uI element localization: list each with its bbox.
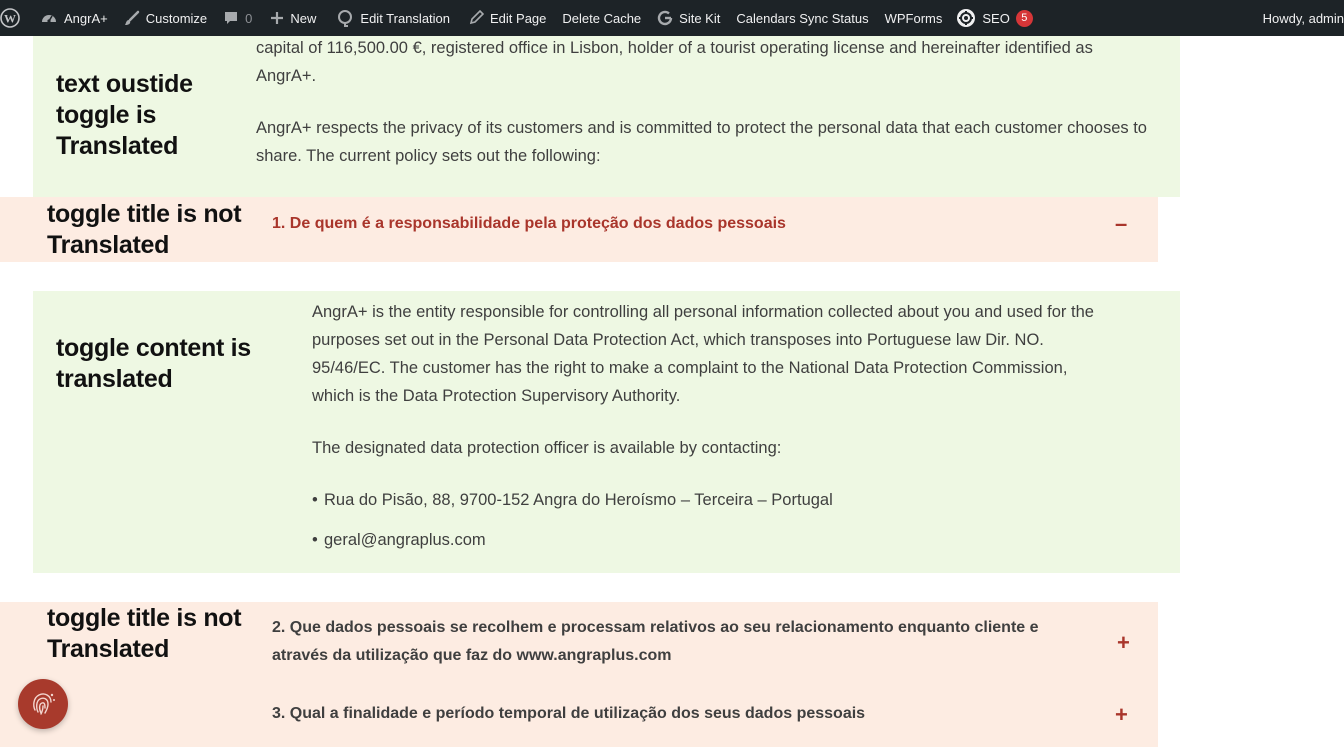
edit-page-label: Edit Page [490, 10, 547, 26]
contact-address: • Rua do Pisão, 88, 9700-152 Angra do Heroísmo – Terceira – Portugal [312, 486, 1102, 514]
fingerprint-icon [27, 686, 59, 723]
toggle-3-expand-icon[interactable]: + [1115, 702, 1128, 727]
seo-button[interactable] [950, 0, 1038, 36]
wpforms-button[interactable] [879, 0, 949, 36]
paintbrush-icon [124, 10, 140, 26]
site-name-button[interactable] [34, 0, 114, 36]
calendars-sync-button[interactable] [730, 0, 874, 36]
wpforms-label: WPForms [884, 10, 943, 26]
comments-button[interactable] [217, 0, 258, 36]
wordpress-logo-button[interactable] [0, 0, 26, 36]
intro-text [256, 34, 1156, 170]
delete-cache-button[interactable] [556, 0, 647, 36]
pencil-icon [468, 10, 484, 26]
new-label: New [290, 10, 317, 26]
account-menu[interactable] [1257, 0, 1344, 36]
google-icon [657, 10, 673, 26]
edit-translation-button[interactable] [330, 0, 456, 36]
annotation-toggle-content: toggle content is translated [56, 334, 251, 393]
customize-button[interactable] [118, 0, 213, 36]
delete-cache-label: Delete Cache [562, 10, 642, 26]
contact-list [312, 486, 1102, 554]
calendars-sync-label: Calendars Sync Status [736, 10, 869, 26]
cookie-consent-button[interactable] [18, 679, 68, 729]
toggle-1-title[interactable]: 1. De quem é a responsabilidade pela proteção dos dados pessoais [272, 215, 786, 232]
toggle-1-collapse-icon[interactable]: – [1115, 211, 1128, 236]
comment-icon [223, 10, 239, 26]
toggle-1-paragraph-2: The designated data protection officer is available by contacting: [312, 439, 782, 457]
contact-email[interactable]: • geral@angraplus.com [312, 526, 1102, 554]
seo-gear-icon [956, 8, 976, 28]
comments-count: 0 [245, 10, 253, 26]
annotation-toggle-title-1: toggle title is not Translated [47, 200, 242, 259]
toggle-1-body [312, 298, 1102, 554]
site-name: AngrA+ [64, 10, 108, 26]
edit-page-button[interactable] [462, 0, 552, 36]
toggle-1-paragraph-1: AngrA+ is the entity responsible for controlling all personal information collected about you and used for the purposes set out in the Personal Data Protection Act, which transposes into Portuguese law Dir. NO. 95/46/EC. The customer has the right to make a complaint to the National Data Protection Commission, which is the Data Protection Supervisory Authority. [312, 303, 1094, 405]
edit-translation-label: Edit Translation [360, 10, 451, 26]
intro-paragraph-2: AngrA+ respects the privacy of its customers and is committed to protect the personal data that each customer chooses to share. The current policy sets out the following: [256, 119, 1147, 165]
annotation-toggle-title-2: toggle title is not Translated [47, 604, 242, 663]
toggle-3-title[interactable]: 3. Qual a finalidade e período temporal de utilização dos seus dados pessoais [272, 705, 866, 722]
site-kit-label: Site Kit [679, 10, 721, 26]
seo-label: SEO [982, 10, 1010, 26]
seo-notification-badge: 5 [1016, 10, 1033, 27]
dashboard-icon [40, 9, 58, 27]
wordpress-icon [0, 8, 20, 28]
plus-icon [270, 11, 284, 25]
howdy-label: Howdy, admin [1262, 10, 1344, 26]
intro-paragraph-1: capital of 116,500.00 €, registered office in Lisbon, holder of a tourist operating license and hereinafter identified as AngrA+. [256, 39, 1093, 85]
admin-bar [0, 0, 1344, 36]
svg-text:W: W [4, 11, 16, 26]
customize-label: Customize [145, 10, 208, 26]
site-kit-button[interactable] [651, 0, 726, 36]
annotation-outside-toggle: text oustide toggle is Translated [56, 70, 193, 160]
toggle-2-expand-icon[interactable]: + [1117, 630, 1130, 655]
translate-icon [336, 9, 354, 27]
toggle-2-title[interactable]: 2. Que dados pessoais se recolhem e processam relativos ao seu relacionamento enquanto cliente e através da utilização que faz do www.angraplus.com [272, 619, 1039, 664]
new-content-button[interactable] [264, 0, 322, 36]
